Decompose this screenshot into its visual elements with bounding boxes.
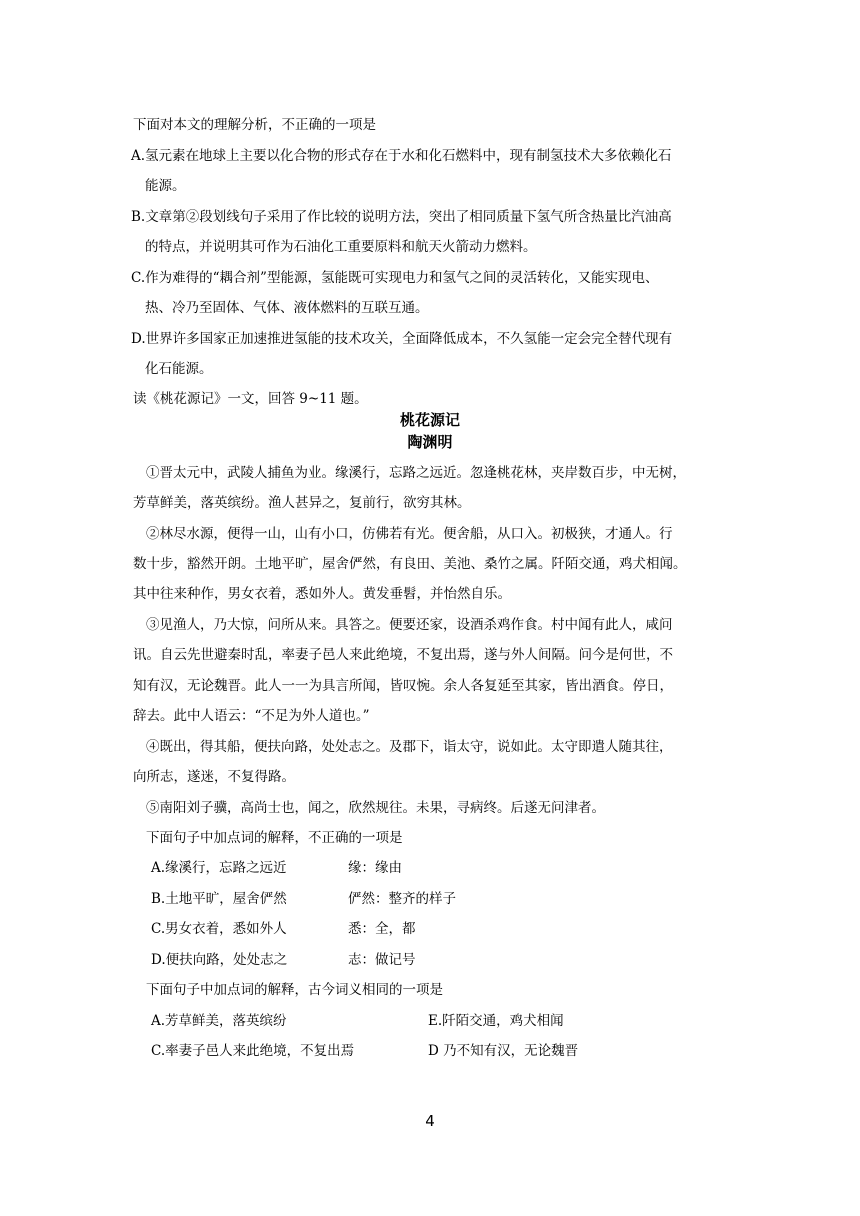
- page-number: 4: [425, 1112, 435, 1130]
- option-left: C.率妻子邑人来此绝境，不复出焉: [151, 1043, 355, 1059]
- option-b-line-1: B.文章第②段划线句子采用了作比较的说明方法，突出了相同质量下氢气所含热量比汽油高: [131, 209, 672, 225]
- essay-line: 知有汉，无论魏晋。此人一一为具言所闻，皆叹惋。余人各复延至其家，皆出酒食。停日，: [133, 678, 673, 694]
- essay-line: ⑤南阳刘子骥，高尚士也，闻之，欣然规往。未果，寻病终。后遂无问津者。: [146, 800, 605, 816]
- option-right: D 乃不知有汉，无论魏晋: [428, 1043, 579, 1059]
- option-sentence: B.土地平旷，屋舍俨然: [151, 891, 287, 907]
- essay-title: 桃花源记: [399, 411, 460, 429]
- option-sentence: A.缘溪行，忘路之远近: [151, 860, 287, 876]
- option-d-line-1: D.世界许多国家正加速推进氢能的技术攻关，全面降低成本，不久氢能一定会完全替代现有: [131, 331, 673, 347]
- essay-line: 其中往来种作，男女衣着，悉如外人。黄发垂髫，并怡然自乐。: [133, 586, 511, 602]
- essay-author: 陶渊明: [407, 433, 453, 451]
- essay-line: ④既出，得其船，便扶向路，处处志之。及郡下，诣太守，说如此。太守即遣人随其往，: [146, 739, 673, 755]
- option-c-line-2: 热、冷乃至固体、气体、液体燃料的互联互通。: [145, 300, 429, 316]
- essay-line: 向所志，遂迷，不复得路。: [133, 769, 295, 785]
- essay-line: ②林尽水源，便得一山，山有小口，仿佛若有光。便舍船，从口入。初极狭，才通人。行: [146, 526, 673, 542]
- option-b-line-2: 的特点，并说明其可作为石油化工重要原料和航天火箭动力燃料。: [145, 239, 537, 255]
- option-meaning: 缘：缘由: [348, 860, 402, 876]
- question-stem: 下面句子中加点词的解释，古今词义相同的一项是: [146, 982, 443, 998]
- option-left: A.芳草鲜美，落英缤纷: [151, 1013, 287, 1029]
- option-c-line-1: C.作为难得的“耦合剂”型能源，氢能既可实现电力和氢气之间的灵活转化，又能实现电、: [131, 270, 659, 286]
- option-a-line-1: A.氢元素在地球上主要以化合物的形式存在于水和化石燃料中，现有制氢技术大多依赖化石: [131, 148, 672, 164]
- essay-line: 辞去。此中人语云：“不足为外人道也。”: [133, 708, 370, 724]
- essay-line: 讯。自云先世避秦时乱，率妻子邑人来此绝境，不复出焉，遂与外人间隔。问今是何世，不: [133, 647, 673, 663]
- reading-intro: 读《桃花源记》一文，回答 9~11 题。: [133, 391, 368, 407]
- essay-line: ①晋太元中，武陵人捕鱼为业。缘溪行，忘路之远近。忽逢桃花林，夹岸数百步，中无树，: [146, 465, 686, 481]
- option-a-line-2: 能源。: [145, 178, 186, 194]
- essay-line: 芳草鲜美，落英缤纷。渔人甚异之，复前行，欲穷其林。: [133, 495, 471, 511]
- question-stem: 下面对本文的理解分析，不正确的一项是: [133, 117, 376, 133]
- option-d-line-2: 化石能源。: [145, 361, 213, 377]
- essay-line: ③见渔人，乃大惊，问所从来。具答之。便要还家，设酒杀鸡作食。村中闻有此人，咸问: [146, 617, 673, 633]
- question-stem: 下面句子中加点词的解释，不正确的一项是: [146, 830, 403, 846]
- option-meaning: 俨然：整齐的样子: [348, 891, 456, 907]
- option-meaning: 悉：全，都: [348, 921, 416, 937]
- essay-line: 数十步，豁然开朗。土地平旷，屋舍俨然，有良田、美池、桑竹之属。阡陌交通，鸡犬相闻。: [133, 556, 687, 572]
- option-meaning: 志：做记号: [348, 952, 416, 968]
- option-sentence: C.男女衣着，悉如外人: [151, 921, 287, 937]
- option-right: E.阡陌交通，鸡犬相闻: [428, 1013, 564, 1029]
- option-sentence: D.便扶向路，处处志之: [151, 952, 288, 968]
